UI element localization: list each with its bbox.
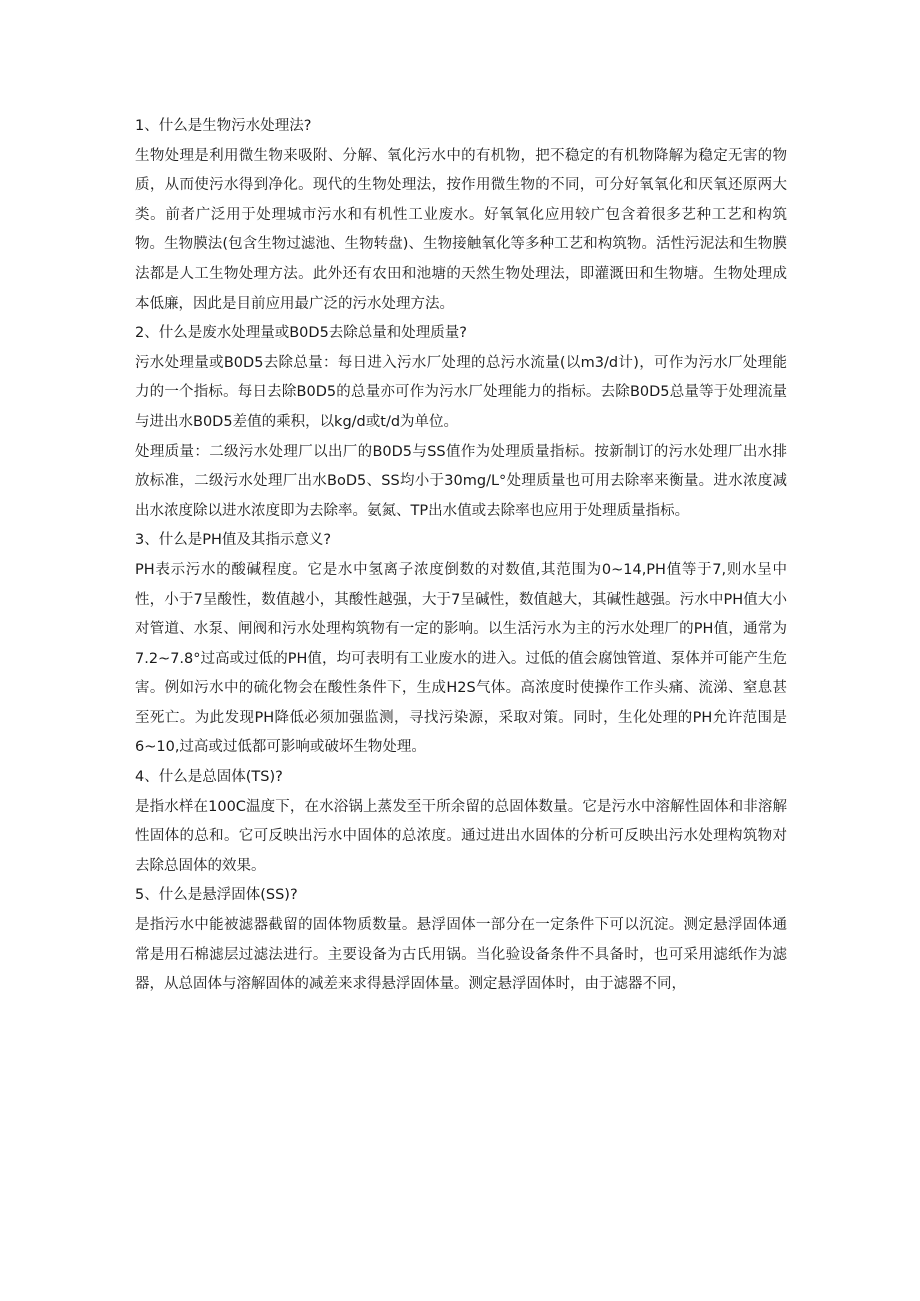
section-paragraph: 污水处理量或B0D5去除总量：每日进入污水厂处理的总污水流量(以m3∕d计)，可作为污水厂处理能力的一个指标。每日去除B0D5的总量亦可作为污水厂处理能力的指标。去除B0D5总量等于处理流量与进出水B0D5差值的乘积，以kg/d或t/d为单位。 [135, 354, 787, 430]
section-paragraph: PH表示污水的酸碱程度。它是水中氢离子浓度倒数的对数值,其范围为0~14,PH值等于7,则水呈中性，小于7呈酸性，数值越小，其酸性越强，大于7呈碱性，数值越大，其碱性越强。污水中PH值大小对管道、水泵、闸阀和污水处理构筑物有一定的影响。以生活污水为主的污水处理厂的PH值，通常为7.2~7.8°过高或过低的PH值，均可表明有工业废水的进入。过低的值会腐蚀管道、泵体并可能产生危害。例如污水中的硫化物会在酸性条件下，生成H2S气体。高浓度时使操作工作头痛、流涕、窒息甚至死亡。为此发现PH降低必须加强监测，寻找污染源，采取对策。同时，生化处理的PH允许范围是6~10,过高或过低都可影响或破坏生物处理。 [135, 561, 787, 756]
section-paragraph: 是指水样在100C温度下，在水浴锅上蒸发至干所余留的总固体数量。它是污水中溶解性固体和非溶解性固体的总和。它可反映出污水中固体的总浓度。通过进出水固体的分析可反映出污水处理构筑物对去除总固体的效果。 [135, 798, 787, 874]
section-paragraph: 是指污水中能被滤器截留的固体物质数量。悬浮固体一部分在一定条件下可以沉淀。测定悬浮固体通常是用石棉滤层过滤法进行。主要设备为古氏用锅。当化验设备条件不具备时，也可采用滤纸作为滤器，从总固体与溶解固体的减差来求得悬浮固体量。测定悬浮固体时，由于滤器不同， [135, 917, 787, 993]
section-heading: 5、什么是悬浮固体(SS)? [135, 887, 298, 904]
document-body [135, 112, 787, 1000]
section-heading: 3、什么是PH值及其指示意义? [135, 532, 332, 549]
section-heading: 2、什么是废水处理量或B0D5去除总量和处理质量? [135, 325, 467, 342]
section-heading: 4、什么是总固体(TS)? [135, 769, 283, 786]
section-heading: 1、什么是生物污水处理法? [135, 118, 312, 134]
section-paragraph: 生物处理是利用微生物来吸附、分解、氧化污水中的有机物，把不稳定的有机物降解为稳定无害的物质，从而使污水得到净化。现代的生物处理法，按作用微生物的不同，可分好氧氧化和厌氧还原两大类。前者广泛用于处理城市污水和有机性工业废水。好氧氧化应用较广包含着很多艺种工艺和构筑物。生物膜法(包含生物过滤池、生物转盘)、生物接触氧化等多种工艺和构筑物。活性污泥法和生物膜法都是人工生物处理方法。此外还有农田和池塘的天然生物处理法，即灌溉田和生物塘。生物处理成本低廉，因此是目前应用最广泛的污水处理方法。 [135, 147, 787, 312]
section-paragraph: 处理质量：二级污水处理厂以出厂的B0D5与SS值作为处理质量指标。按新制订的污水处理厂出水排放标准，二级污水处理厂出水BoD5、SS均小于30mg∕L°处理质量也可用去除率来衡量。进水浓度减出水浓度除以进水浓度即为去除率。氨氮、TP出水值或去除率也应用于处理质量指标。 [135, 443, 787, 519]
